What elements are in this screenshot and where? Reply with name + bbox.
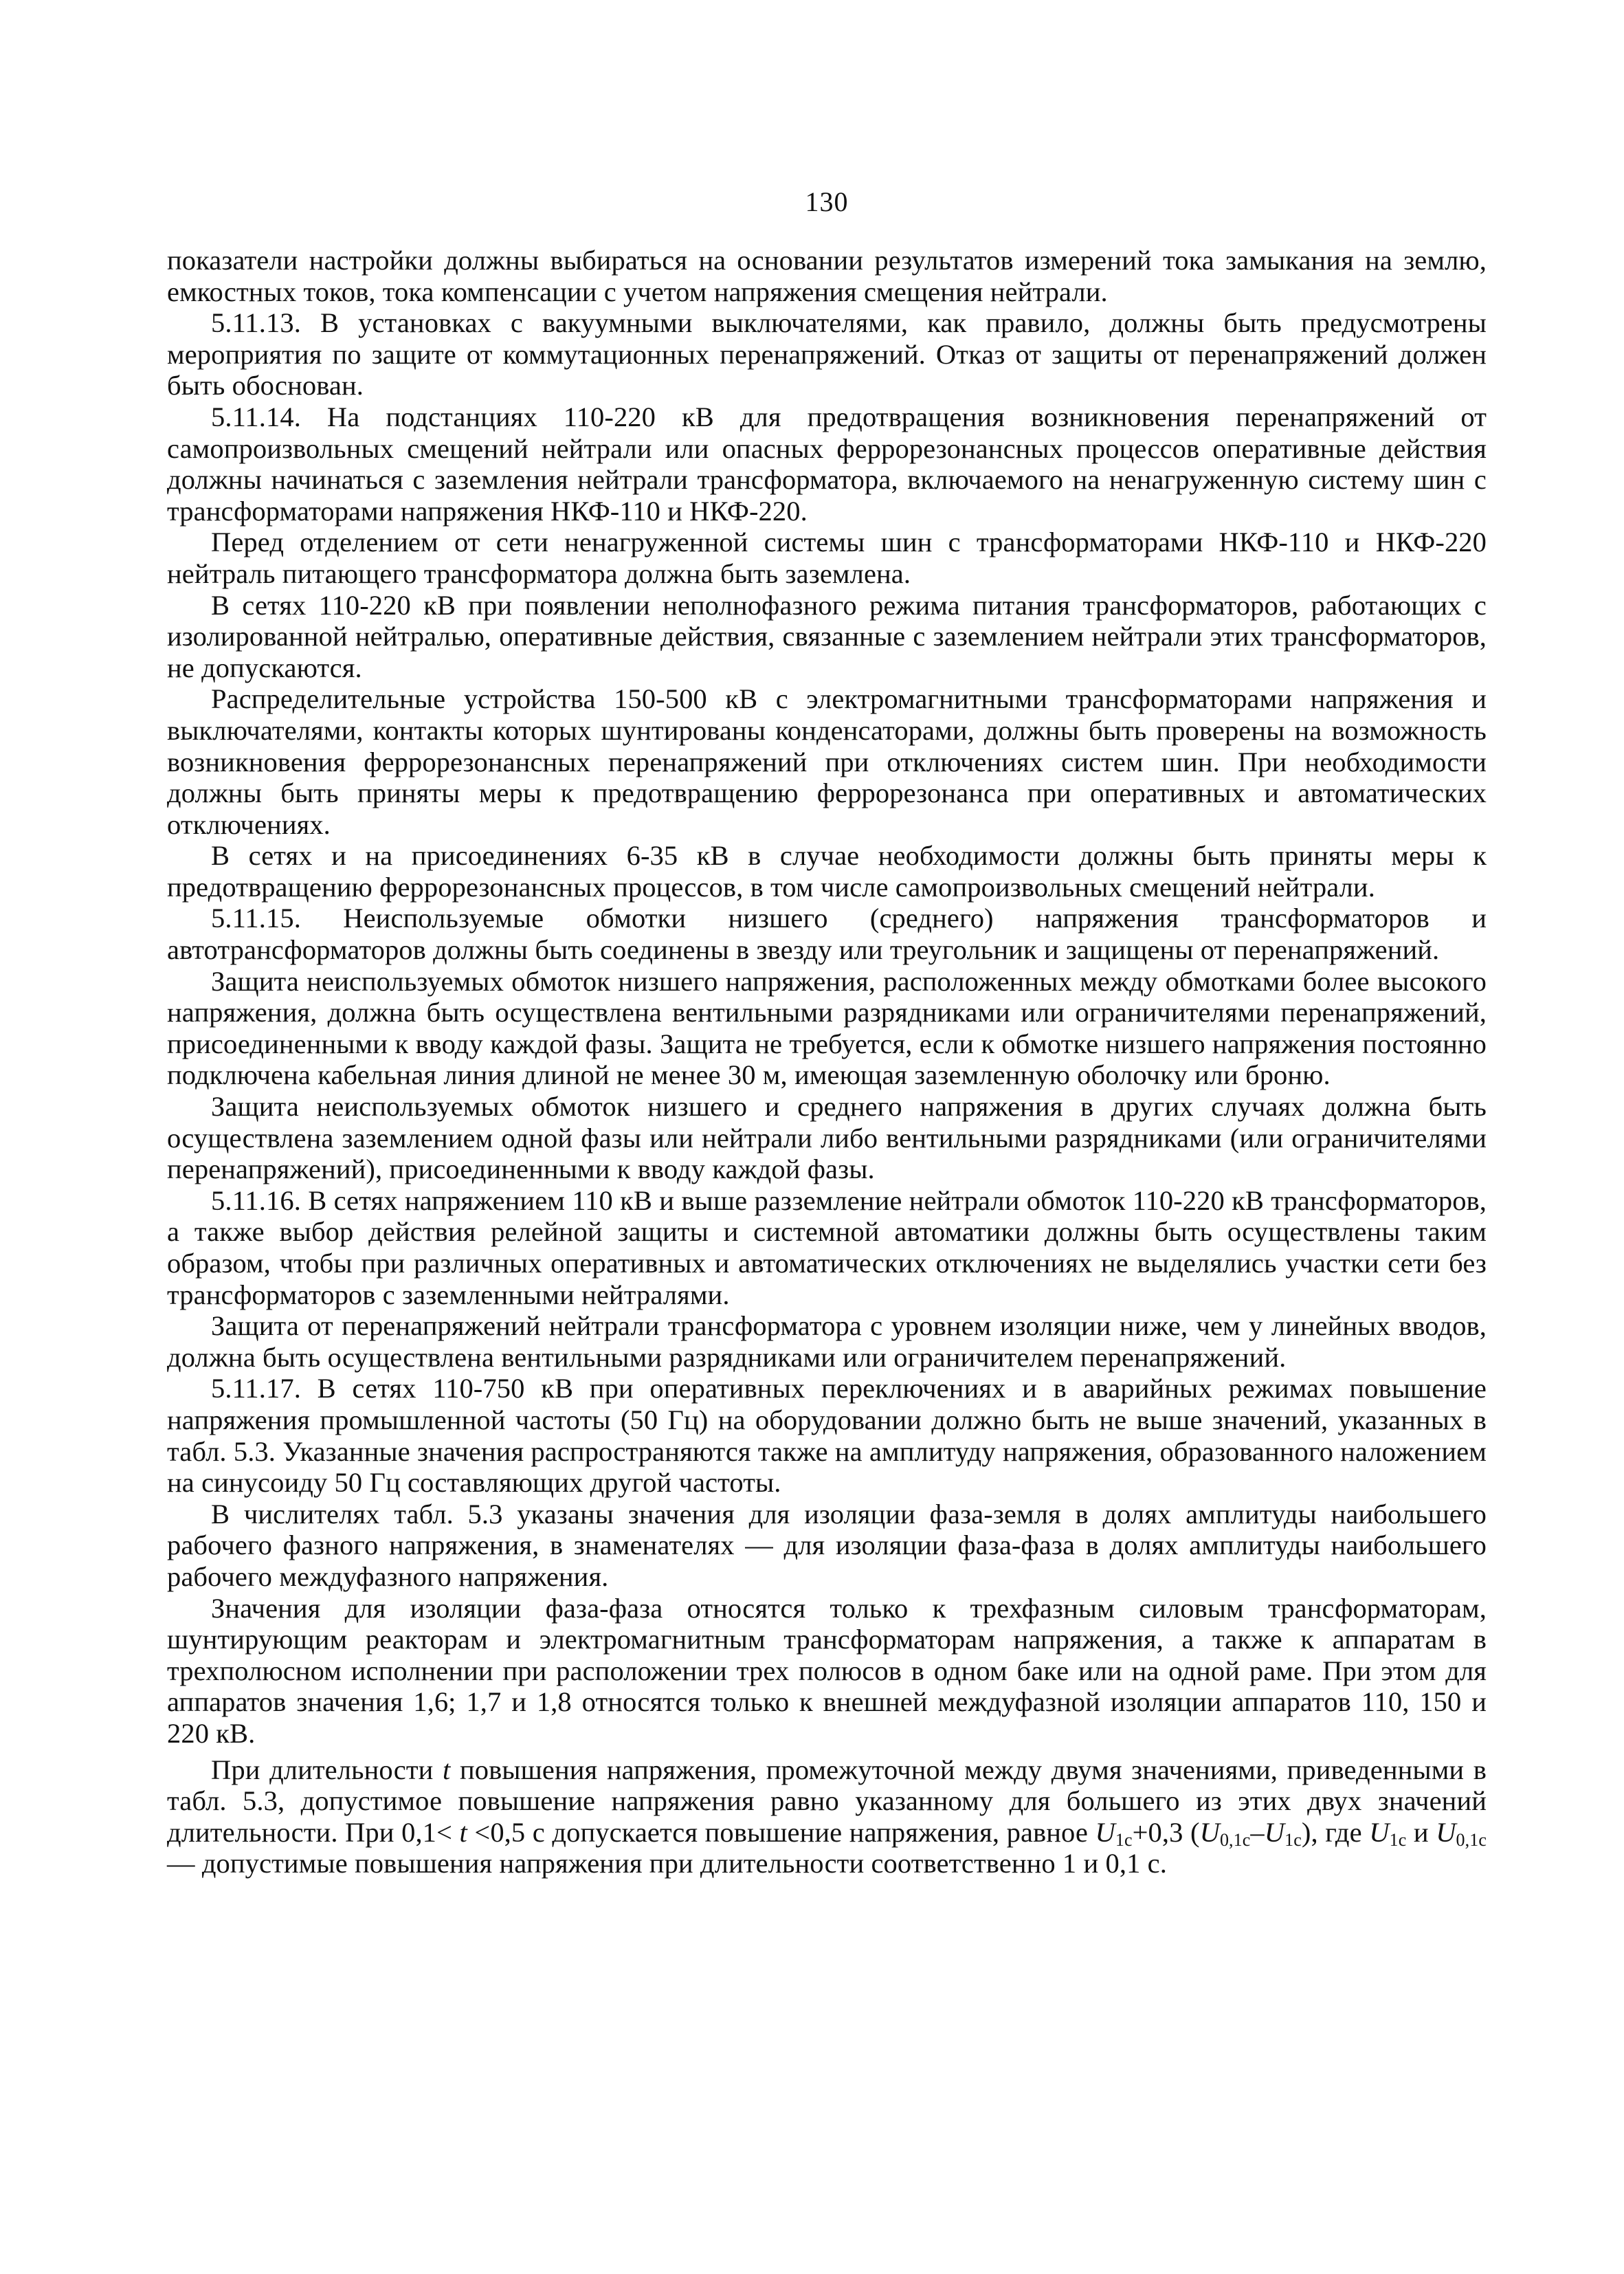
paragraph-neutral-protection: Защита от перенапряжений нейтрали трансформатора с уровнем изоляции ниже, чем у линейных вводов, должна быть осуществлена вентильными разрядниками или ограничителем перенапряжений. [167, 1310, 1487, 1373]
paragraph-ground-neutral: Перед отделением от сети ненагруженной системы шин с трансформаторами НКФ-110 и НКФ-220 нейтраль питающего трансформатора должна быть заземлена. [167, 527, 1487, 589]
subscript: 0,1c [1456, 1829, 1487, 1850]
paragraph-phase-phase-values: Значения для изоляции фаза-фаза относятся только к трехфазным силовым трансформаторам, шунтирующим реакторам и электромагнитным трансформаторам напряжения, а также к аппаратам в трехполюсном исполнении при расположении трех полюсов в одном баке или на одной раме. При этом для аппаратов значения 1,6; 1,7 и 1,8 относятся только к внешней междуфазной изоляции аппаратов 110, 150 и 220 кВ. [167, 1592, 1487, 1749]
text-run: повышения напряжения, промежуточной между двумя значениями, приведенными в табл. 5.3, допустимое повышение напряжения равно указанному для большего из этих двух значений длительности. При 0,1< [167, 1754, 1487, 1848]
paragraph-continuation: показатели настройки должны выбираться на основании результатов измерений тока замыкания на землю, емкостных токов, тока компенсации с учетом напряжения смещения нейтрали. [167, 245, 1487, 307]
variable-u: U [1199, 1816, 1220, 1848]
variable-u: U [1369, 1816, 1390, 1848]
paragraph-low-voltage-windings: Защита неиспользуемых обмоток низшего напряжения, расположенных между обмотками более высокого напряжения, должна быть осуществлена вентильными разрядниками или ограничителями перенапряжений, присоединенными к вводу каждой фазы. Защита не требуется, если к обмотке низшего напряжения постоянно подключена кабельная линия длиной не менее 30 м, имеющая заземленную оболочку или броню. [167, 965, 1487, 1091]
paragraph-switchgear-150-500: Распределительные устройства 150-500 кВ с электромагнитными трансформаторами напряжения и выключателями, контакты которых шунтированы конденсаторами, должны быть проверены на возможность возникновения феррорезонансных перенапряжений при отключениях систем шин. При необходимости должны быть приняты меры к предотвращению феррорезонанса при оперативных и автоматических отключениях. [167, 683, 1487, 840]
subscript: 1c [1115, 1829, 1133, 1850]
variable-u: U [1095, 1816, 1115, 1848]
variable-t: t [459, 1816, 467, 1848]
text-run: – [1250, 1816, 1265, 1848]
document-page [167, 186, 1487, 1879]
variable-u: U [1264, 1816, 1285, 1848]
paragraph-5-11-13: 5.11.13. В установках с вакуумными выключателями, как правило, должны быть предусмотрены мероприятия по защите от коммутационных перенапряжений. Отказ от защиты от перенапряжений должен быть обоснован. [167, 307, 1487, 401]
paragraph-5-11-15: 5.11.15. Неиспользуемые обмотки низшего (среднего) напряжения трансформаторов и автотрансформаторов должны быть соединены в звезду или треугольник и защищены от перенапряжений. [167, 903, 1487, 966]
subscript: 1c [1284, 1829, 1302, 1850]
text-run: +0,3 ( [1132, 1816, 1200, 1848]
text-run: — допустимые повышения напряжения при длительности соответственно 1 и 0,1 с. [167, 1848, 1167, 1879]
variable-u: U [1436, 1816, 1456, 1848]
paragraph-open-phase-mode: В сетях 110-220 кВ при появлении неполнофазного режима питания трансформаторов, работающих с изолированной нейтралью, оперативные действия, связанные с заземлением нейтрали этих трансформаторов, не допускаются. [167, 589, 1487, 683]
paragraph-5-11-16: 5.11.16. В сетях напряжением 110 кВ и выше разземление нейтрали обмоток 110-220 кВ трансформаторов, а также выбор действия релейной защиты и системной автоматики должны быть осуществлены таким образом, чтобы при различных оперативных и автоматических отключениях не выделялись участки сети без трансформаторов с заземленными нейтралями. [167, 1184, 1487, 1310]
subscript: 0,1c [1219, 1829, 1251, 1850]
page-number: 130 [805, 186, 849, 217]
paragraph-table-5-3-notes: В числителях табл. 5.3 указаны значения для изоляции фаза-земля в долях амплитуды наибольшего рабочего фазного напряжения, в знаменателях — для изоляции фаза-фаза в долях амплитуды наибольшего рабочего междуфазного напряжения. [167, 1498, 1487, 1592]
text-run: При длительности [211, 1754, 443, 1785]
paragraph-networks-6-35: В сетях и на присоединениях 6-35 кВ в случае необходимости должны быть приняты меры к предотвращению феррорезонансных процессов, в том числе самопроизвольных смещений нейтрали. [167, 840, 1487, 903]
paragraph-5-11-14: 5.11.14. На подстанциях 110-220 кВ для предотвращения возникновения перенапряжений от самопроизвольных смещений нейтрали или опасных феррорезонансных процессов оперативные действия должны начинаться с заземления нейтрали трансформатора, включаемого на ненагруженную систему шин с трансформаторами напряжения НКФ-110 и НКФ-220. [167, 401, 1487, 527]
subscript: 1c [1389, 1829, 1407, 1850]
text-run: ), где [1301, 1816, 1370, 1848]
paragraph-5-11-17: 5.11.17. В сетях 110-750 кВ при оперативных переключениях и в аварийных режимах повышение напряжения промышленной частоты (50 Гц) на оборудовании должно быть не выше значений, указанных в табл. 5.3. Указанные значения распространяются также на амплитуду напряжения, образованного наложением на синусоиду 50 Гц составляющих другой частоты. [167, 1373, 1487, 1499]
paragraph-other-cases: Защита неиспользуемых обмоток низшего и среднего напряжения в других случаях должна быть осуществлена заземлением одной фазы или нейтрали либо вентильными разрядниками (или ограничителями перенапряжений), присоединенными к вводу каждой фазы. [167, 1091, 1487, 1185]
paragraph-duration-rule [167, 1754, 1487, 1879]
variable-t: t [443, 1754, 451, 1785]
text-run: и [1406, 1816, 1436, 1848]
text-run: <0,5 с допускается повышение напряжения, равное [467, 1816, 1095, 1848]
